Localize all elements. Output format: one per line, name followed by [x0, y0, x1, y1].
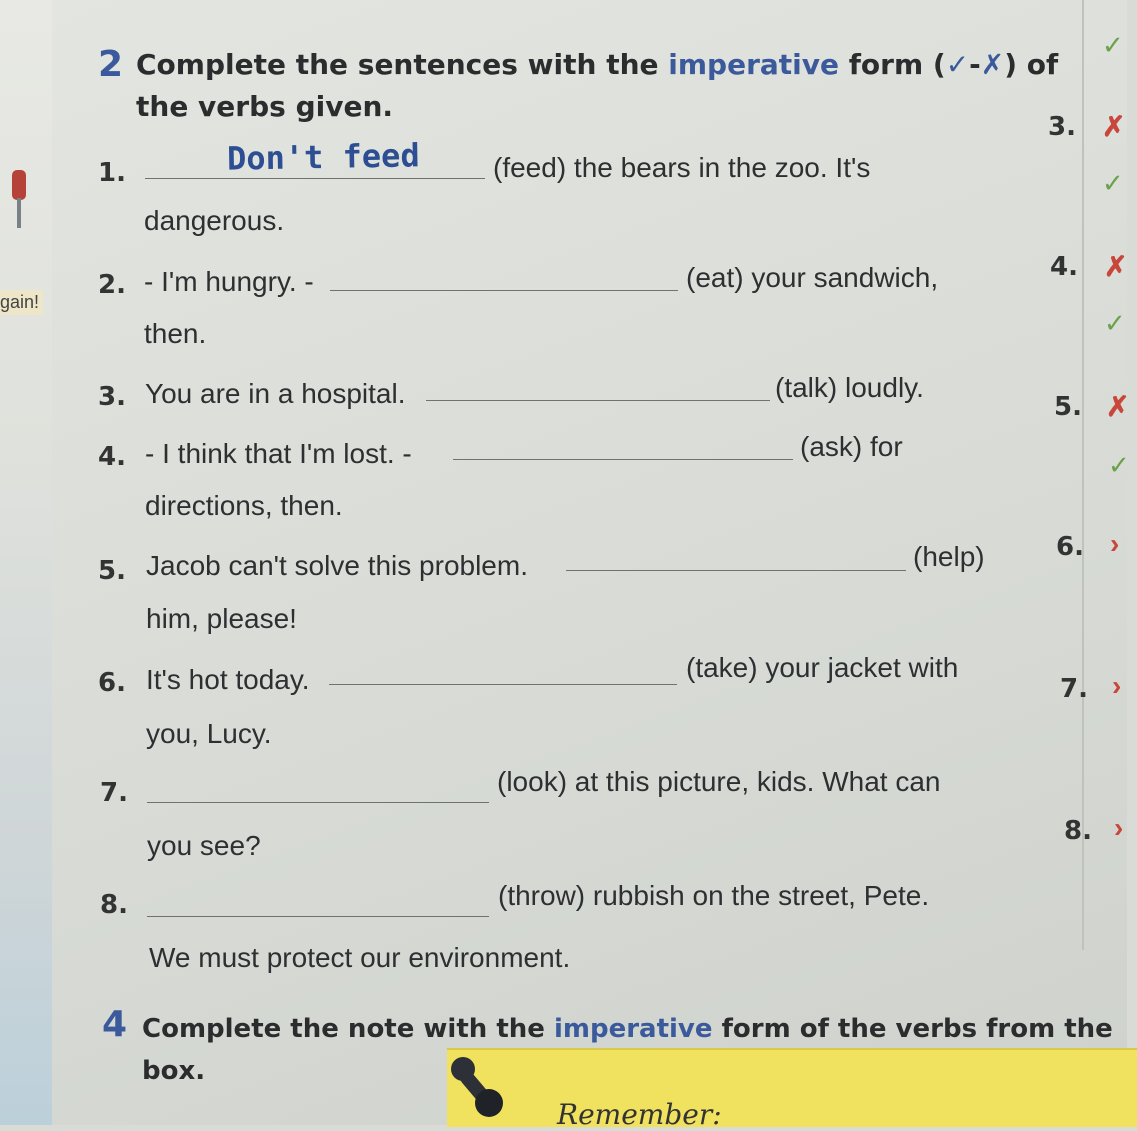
- instruction-text: the verbs given.: [136, 90, 394, 123]
- question-text: Jacob can't solve this problem.: [146, 550, 528, 581]
- question-number: 1.: [98, 158, 126, 188]
- instruction-text: Complete the note with the: [142, 1014, 554, 1044]
- question-text: (help): [913, 541, 985, 572]
- cross-icon: ›: [1114, 812, 1124, 843]
- exercise-number: 4: [102, 1004, 128, 1045]
- instruction-keyword: imperative: [553, 1014, 713, 1044]
- question-text: dangerous.: [144, 205, 285, 236]
- cross-icon: ✗: [1106, 391, 1130, 422]
- answer-blank[interactable]: [147, 802, 489, 803]
- side-number: 3.: [1048, 112, 1076, 142]
- answer-blank[interactable]: [329, 684, 677, 685]
- question-text: (throw) rubbish on the street, Pete.: [498, 880, 930, 911]
- exercise-number: 2: [98, 44, 124, 85]
- question-text: We must protect our environment.: [149, 942, 571, 973]
- question-text: You are in a hospital.: [145, 378, 406, 409]
- answer-blank[interactable]: [566, 570, 906, 571]
- check-icon: ✓: [1102, 168, 1124, 198]
- question-text: - I'm hungry. -: [144, 266, 314, 297]
- check-icon: ✓: [1108, 450, 1130, 480]
- column-divider: [1082, 0, 1084, 950]
- workbook-page: [52, 0, 1130, 1131]
- question-text: (feed) the bears in the zoo. It's: [493, 152, 871, 183]
- check-icon: ✓: [1104, 308, 1126, 338]
- cross-icon: ✗: [1104, 251, 1128, 282]
- answer-blank[interactable]: [453, 459, 793, 460]
- answer-blank[interactable]: [145, 178, 485, 179]
- instruction-text: Complete the sentences with the: [136, 48, 669, 81]
- cross-icon: ✗: [980, 48, 1005, 81]
- question-number: 5.: [98, 556, 126, 586]
- note-box: [447, 1048, 1137, 1131]
- question-number: 6.: [98, 668, 126, 698]
- pin-icon: [8, 170, 30, 230]
- question-text: (look) at this picture, kids. What can: [497, 766, 941, 797]
- question-text: him, please!: [146, 603, 297, 634]
- handwritten-answer: Don't feed: [226, 136, 420, 178]
- check-icon: ✓: [1102, 30, 1124, 60]
- question-number: 2.: [98, 270, 126, 300]
- previous-page-edge: [0, 0, 53, 1125]
- question-text: - I think that I'm lost. -: [145, 438, 412, 469]
- instruction-text: form (: [839, 48, 946, 81]
- question-text: you, Lucy.: [146, 718, 272, 749]
- cross-icon: ›: [1112, 670, 1122, 701]
- question-text: (take) your jacket with: [686, 652, 959, 683]
- side-number: 5.: [1054, 392, 1082, 422]
- question-number: 4.: [98, 442, 126, 472]
- question-number: 7.: [100, 778, 128, 808]
- side-number: 8.: [1064, 816, 1092, 846]
- question-text: (ask) for: [800, 431, 903, 462]
- answer-blank[interactable]: [147, 916, 489, 917]
- question-text: then.: [144, 318, 207, 349]
- instruction-dash: -: [969, 48, 981, 81]
- check-icon: ✓: [945, 48, 970, 81]
- question-text: (talk) loudly.: [775, 372, 924, 403]
- question-text: (eat) your sandwich,: [686, 262, 939, 293]
- question-text: you see?: [147, 830, 261, 861]
- note-title: Remember:: [557, 1098, 722, 1131]
- instruction-text: form of the verbs from the box.: [142, 1014, 1113, 1086]
- side-number: 7.: [1060, 674, 1088, 704]
- side-number: 4.: [1050, 252, 1078, 282]
- question-text: directions, then.: [145, 490, 343, 521]
- side-number: 6.: [1056, 532, 1084, 562]
- question-number: 3.: [98, 382, 126, 412]
- answer-blank[interactable]: [426, 400, 770, 401]
- question-number: 8.: [100, 890, 128, 920]
- question-text: It's hot today.: [146, 664, 310, 695]
- cross-icon: ✗: [1102, 111, 1126, 142]
- answer-blank[interactable]: [330, 290, 678, 291]
- pushpin-icon: [447, 1055, 517, 1125]
- previous-page-text: gain!: [0, 290, 43, 315]
- exercise-instruction: [136, 44, 1058, 128]
- cross-icon: ›: [1110, 528, 1120, 559]
- instruction-text: ) of: [1004, 48, 1059, 81]
- instruction-keyword: imperative: [668, 48, 839, 81]
